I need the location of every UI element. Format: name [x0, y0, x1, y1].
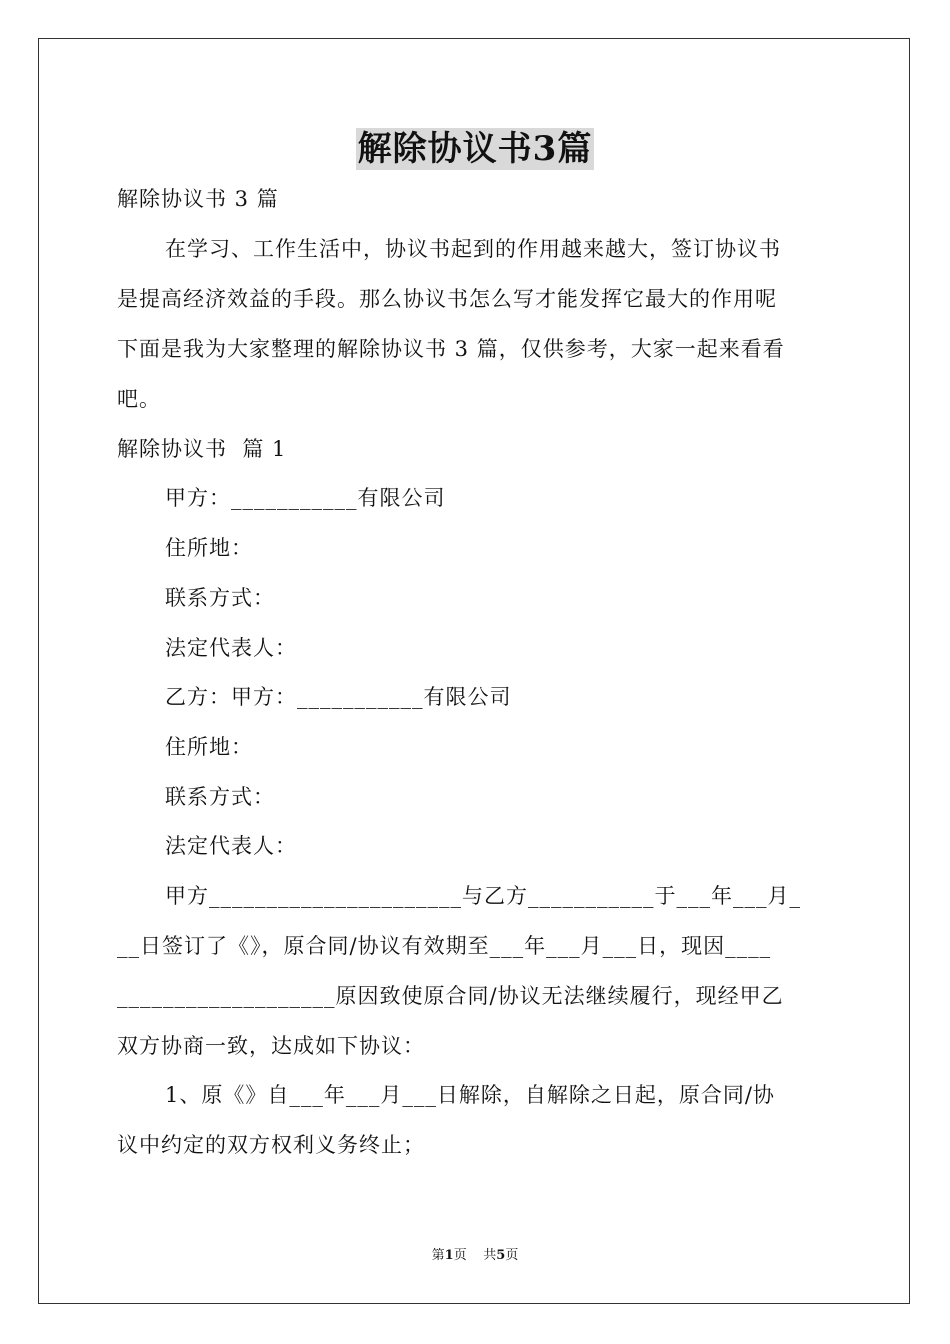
body-line: 是提高经济效益的手段。那么协议书怎么写才能发挥它最大的作用呢 — [117, 287, 777, 311]
contact-line: 联系方式： — [165, 586, 275, 610]
clause-line: 1、原《》自___年___月___日解除，自解除之日起，原合同/协 — [165, 1083, 775, 1107]
page-total: 5 — [496, 1248, 506, 1263]
body-line: 在学习、工作生活中，协议书起到的作用越来越大，签订协议书 — [165, 237, 781, 261]
body-line: 双方协商一致，达成如下协议： — [117, 1034, 425, 1058]
page-footer — [0, 1247, 950, 1265]
total-suffix: 页 — [505, 1248, 519, 1263]
page-current: 1 — [444, 1248, 454, 1263]
contact-line: 联系方式： — [165, 785, 275, 809]
body-line: ___________________原因致使原合同/协议无法继续履行，现经甲乙 — [117, 984, 784, 1008]
representative-line: 法定代表人： — [165, 834, 297, 858]
party-b-line: 乙方：甲方：___________有限公司 — [165, 685, 512, 709]
address-line: 住所地： — [165, 536, 253, 560]
subtitle-line: 解除协议书 3 篇 — [117, 187, 279, 211]
party-a-line: 甲方：___________有限公司 — [165, 486, 446, 510]
clause-line: 议中约定的双方权利义务终止； — [117, 1133, 425, 1157]
body-line: 下面是我为大家整理的解除协议书 3 篇，仅供参考，大家一起来看看 — [117, 337, 785, 361]
body-line: 甲方______________________与乙方___________于___年___月_ — [165, 884, 801, 908]
section-heading: 解除协议书 篇 1 — [117, 437, 287, 461]
page-border — [38, 38, 910, 1304]
page-prefix: 第 — [431, 1248, 445, 1263]
document-title: 解除协议书3篇 — [357, 129, 593, 169]
total-prefix: 共 — [483, 1248, 497, 1263]
page-suffix: 页 — [453, 1248, 467, 1263]
address-line: 住所地： — [165, 735, 253, 759]
title-wrap — [0, 128, 950, 170]
body-line: 吧。 — [117, 387, 161, 411]
body-line: __日签订了《》，原合同/协议有效期至___年___月___日，现因____ — [117, 934, 772, 958]
representative-line: 法定代表人： — [165, 636, 297, 660]
